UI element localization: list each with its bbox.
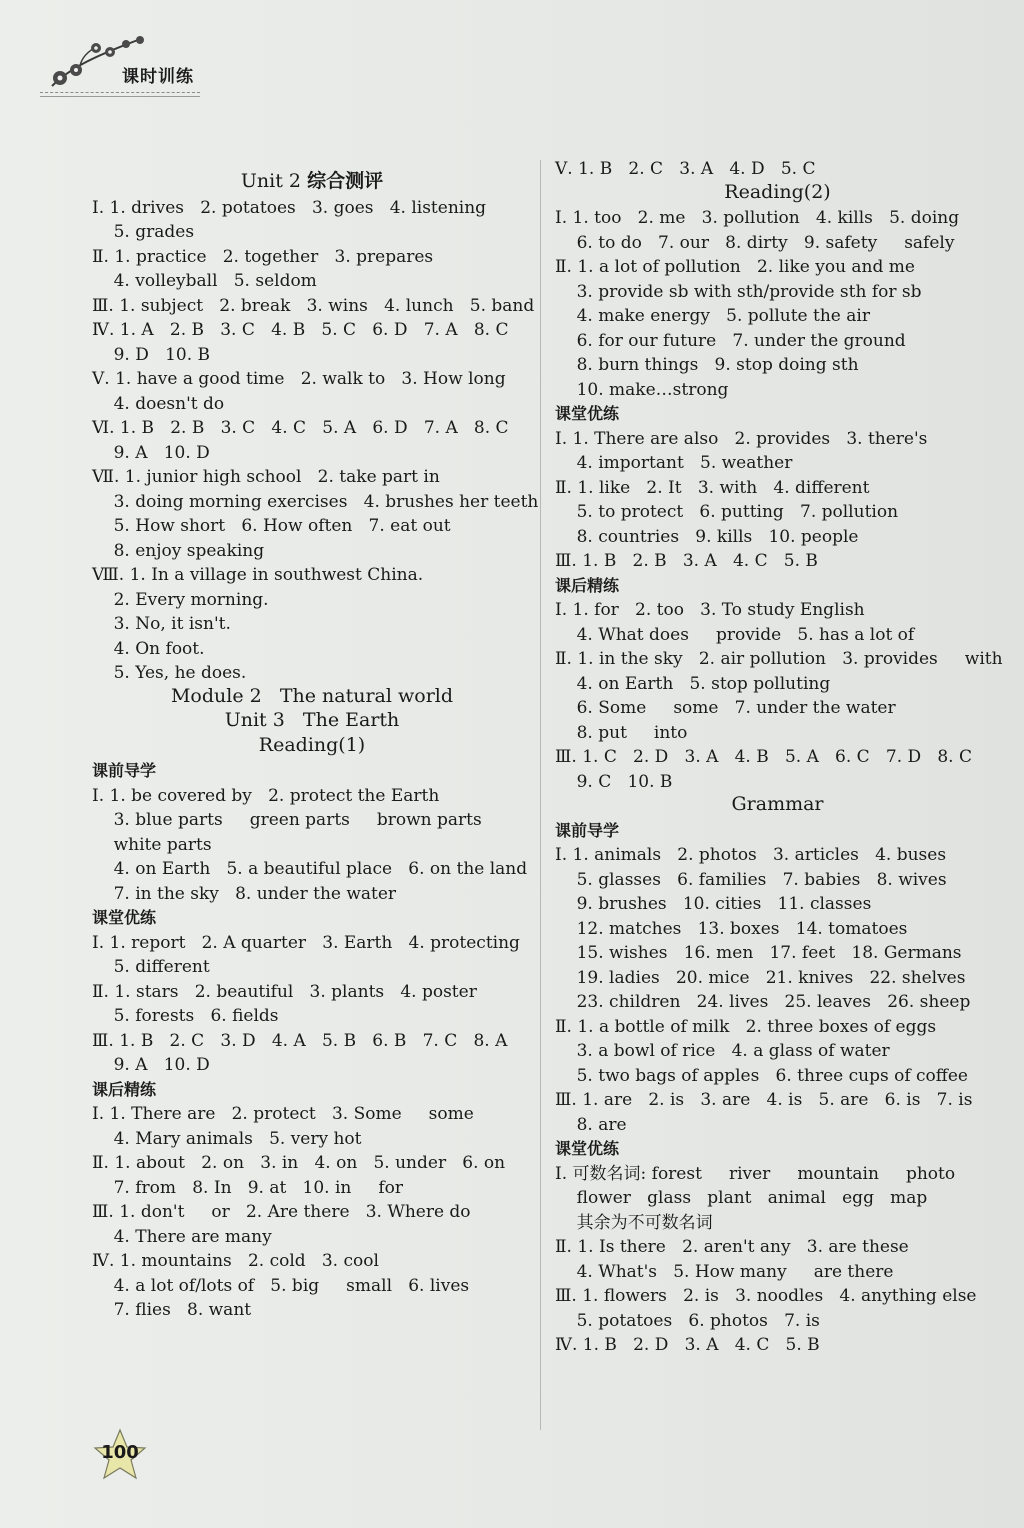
page-number-badge	[92, 1428, 148, 1482]
left-text: 7. flies 8. want	[92, 1300, 252, 1320]
right-line	[555, 502, 898, 522]
right-line	[555, 453, 792, 473]
right-line	[555, 1311, 820, 1331]
left-line	[92, 369, 506, 389]
right-line	[555, 1213, 713, 1233]
header-divider-2	[40, 96, 200, 97]
left-line	[92, 957, 210, 977]
left-text: 5. grades	[92, 222, 195, 242]
right-line	[555, 747, 972, 767]
right-text: 4. What's 5. How many are there	[555, 1261, 894, 1282]
right-line	[555, 478, 869, 498]
right-line	[555, 674, 830, 694]
left-line	[92, 786, 439, 806]
right-text: 5. glasses 6. families 7. babies 8. wives	[555, 869, 947, 890]
left-text: 课堂优练	[92, 908, 157, 927]
right-line	[555, 306, 870, 326]
right-text: Ⅰ. 1. for 2. too 3. To study English	[555, 600, 865, 620]
left-line	[92, 1251, 379, 1271]
left-line	[92, 443, 210, 463]
right-line	[555, 649, 1003, 669]
right-text: 课堂优练	[555, 1139, 620, 1158]
right-text: 6. to do 7. our 8. dirty 9. safety safely	[555, 232, 955, 253]
left-line	[92, 1276, 469, 1296]
left-line	[92, 198, 486, 218]
right-text: 6. for our future 7. under the ground	[555, 330, 906, 351]
left-text: Ⅳ. 1. mountains 2. cold 3. cool	[92, 1251, 379, 1271]
right-line	[555, 355, 859, 375]
left-line	[92, 835, 212, 855]
right-text: 8. burn things 9. stop doing sth	[555, 355, 859, 375]
right-text: Ⅱ. 1. a bottle of milk 2. three boxes of eggs	[555, 1016, 937, 1037]
right-line	[555, 1262, 893, 1282]
left-line	[92, 1153, 505, 1173]
right-text: 4. make energy 5. pollute the air	[555, 306, 870, 326]
right-text: 其余为不可数名词	[555, 1212, 713, 1233]
left-line	[92, 565, 423, 585]
left-text: 4. a lot of/lots of 5. big small 6. lives	[92, 1275, 470, 1296]
left-line	[92, 1080, 156, 1100]
left-line	[92, 614, 231, 634]
left-line	[92, 884, 396, 904]
left-line	[92, 1202, 471, 1222]
right-text: 9. brushes 10. cities 11. classes	[555, 894, 872, 914]
left-text: 2. Every morning.	[92, 589, 269, 610]
right-text: 6. Some some 7. under the water	[555, 698, 896, 718]
right-line	[555, 870, 947, 890]
left-text: 9. A 10. D	[92, 1055, 210, 1075]
right-text: flower glass plant animal egg map	[555, 1188, 928, 1208]
left-line	[92, 320, 508, 340]
left-line	[92, 1300, 251, 1320]
left-text: Ⅰ. 1. There are 2. protect 3. Some some	[92, 1104, 474, 1124]
left-line	[92, 541, 264, 561]
right-text: Ⅲ. 1. flowers 2. is 3. noodles 4. anything else	[555, 1286, 977, 1306]
right-text: 3. a bowl of rice 4. a glass of water	[555, 1041, 890, 1061]
right-text: 10. make…strong	[555, 379, 729, 400]
right-line	[555, 1286, 976, 1306]
right-text: 9. C 10. B	[555, 771, 673, 792]
right-text: 8. are	[555, 1114, 627, 1135]
left-line	[92, 590, 269, 610]
left-line	[92, 639, 205, 659]
left-text: Ⅰ. 1. be covered by 2. protect the Earth	[92, 785, 440, 806]
right-line	[555, 943, 962, 963]
right-line	[555, 527, 858, 547]
right-text: 4. important 5. weather	[555, 453, 793, 473]
right-text: 5. potatoes 6. photos 7. is	[555, 1310, 820, 1331]
left-line	[92, 296, 534, 316]
left-text: 4. On foot.	[92, 638, 205, 659]
left-line	[92, 859, 527, 879]
left-line	[92, 761, 156, 781]
left-line	[92, 1104, 474, 1124]
right-line	[555, 380, 728, 400]
right-text: Ⅱ. 1. a lot of pollution 2. like you and me	[555, 257, 915, 277]
right-line	[555, 821, 619, 841]
left-text: 7. from 8. In 9. at 10. in for	[92, 1177, 404, 1198]
left-line	[92, 686, 532, 706]
left-text: Ⅰ. 1. report 2. A quarter 3. Earth 4. protecting	[92, 932, 520, 953]
right-line	[555, 404, 619, 424]
right-line	[555, 1066, 968, 1086]
right-line	[555, 698, 896, 718]
right-line	[555, 1041, 890, 1061]
right-text: 23. children 24. lives 25. leaves 26. sheep	[555, 992, 971, 1012]
left-text: 9. D 10. B	[92, 344, 211, 365]
right-line	[555, 182, 1000, 202]
left-line	[92, 516, 451, 536]
right-text: 8. put into	[555, 722, 688, 743]
page-header	[40, 28, 320, 100]
right-text: 8. countries 9. kills 10. people	[555, 526, 859, 547]
left-line	[92, 171, 532, 191]
left-text: Module 2 The natural world	[170, 684, 454, 707]
right-line	[555, 257, 915, 277]
right-text: 12. matches 13. boxes 14. tomatoes	[555, 918, 908, 939]
left-line	[92, 933, 520, 953]
left-text: Ⅶ. 1. junior high school 2. take part in	[92, 467, 440, 487]
right-line	[555, 1017, 936, 1037]
left-text: Ⅲ. 1. subject 2. break 3. wins 4. lunch 5. band	[92, 295, 535, 316]
left-text: Ⅳ. 1. A 2. B 3. C 4. B 5. C 6. D 7. A 8. C	[92, 320, 509, 340]
left-title-bold: 综合测评	[307, 170, 384, 192]
right-line	[555, 429, 927, 449]
right-text: Ⅰ. 可数名词: forest river mountain photo	[555, 1163, 956, 1184]
left-line	[92, 418, 509, 438]
left-text: Ⅴ. 1. have a good time 2. walk to 3. How long	[92, 369, 506, 389]
left-text: 4. There are many	[92, 1226, 272, 1247]
right-text: Ⅳ. 1. B 2. D 3. A 4. C 5. B	[555, 1335, 820, 1355]
left-text: 4. volleyball 5. seldom	[92, 271, 317, 291]
left-line	[92, 271, 317, 291]
left-line	[92, 1227, 272, 1247]
right-line	[555, 894, 871, 914]
right-line	[555, 1139, 619, 1159]
right-line	[555, 1335, 820, 1355]
right-text: Ⅱ. 1. like 2. It 3. with 4. different	[555, 477, 870, 498]
left-text: 课后精练	[92, 1079, 157, 1099]
left-line	[92, 735, 532, 755]
right-line	[555, 845, 946, 865]
left-line	[92, 908, 156, 928]
left-text: Ⅷ. 1. In a village in southwest China.	[92, 565, 424, 585]
right-text: Grammar	[731, 793, 824, 815]
right-line	[555, 1115, 627, 1135]
left-text: 3. No, it isn't.	[92, 614, 231, 634]
right-line	[555, 794, 1000, 814]
left-text: 7. in the sky 8. under the water	[92, 883, 397, 904]
left-text: 9. A 10. D	[92, 442, 210, 463]
left-text: 8. enjoy speaking	[92, 540, 265, 561]
left-text: Ⅵ. 1. B 2. B 3. C 4. C 5. A 6. D 7. A 8. C	[92, 418, 509, 438]
right-text: 15. wishes 16. men 17. feet 18. Germans	[555, 943, 962, 963]
right-line	[555, 331, 906, 351]
right-text: Ⅰ. 1. animals 2. photos 3. articles 4. buses	[555, 845, 947, 865]
left-text: Ⅱ. 1. stars 2. beautiful 3. plants 4. poster	[92, 981, 477, 1002]
left-text: 3. blue parts green parts brown parts	[92, 810, 482, 830]
right-text: 3. provide sb with sth/provide sth for sb	[555, 281, 922, 302]
left-line	[92, 982, 477, 1002]
right-text: 课堂优练	[555, 404, 620, 423]
right-text: Ⅱ. 1. in the sky 2. air pollution 3. provides with	[555, 649, 1003, 669]
left-line	[92, 247, 433, 267]
right-line	[555, 233, 954, 253]
header-divider	[40, 92, 200, 93]
left-text: Reading(1)	[258, 733, 366, 756]
right-text: Ⅰ. 1. There are also 2. provides 3. there's	[555, 428, 928, 449]
right-text: 课后精练	[555, 575, 620, 595]
left-text: Ⅰ. 1. drives 2. potatoes 3. goes 4. listening	[92, 197, 487, 218]
right-line	[555, 723, 687, 743]
left-line	[92, 1178, 403, 1198]
left-text: 5. different	[92, 957, 210, 977]
right-text: 课前导学	[555, 820, 620, 840]
left-text: 课前导学	[92, 761, 157, 780]
left-text: Ⅱ. 1. about 2. on 3. in 4. on 5. under 6. on	[92, 1153, 506, 1173]
left-line	[92, 222, 194, 242]
left-line	[92, 345, 210, 365]
left-text: 4. doesn't do	[92, 393, 225, 414]
right-line	[555, 1090, 972, 1110]
right-line	[555, 772, 672, 792]
left-text: Ⅲ. 1. don't or 2. Are there 3. Where do	[92, 1202, 471, 1222]
right-line	[555, 1164, 955, 1184]
left-line	[92, 710, 532, 730]
left-text: 5. Yes, he does.	[92, 663, 247, 683]
left-line	[92, 467, 440, 487]
left-text: Unit 3 The Earth	[224, 709, 400, 731]
right-text: Ⅲ. 1. are 2. is 3. are 4. is 5. are 6. is 7. is	[555, 1090, 973, 1110]
right-line	[555, 576, 619, 596]
left-text: 4. on Earth 5. a beautiful place 6. on the land	[92, 859, 528, 879]
left-line	[92, 1031, 507, 1051]
left-text: 3. doing morning exercises 4. brushes her teeth	[92, 491, 539, 512]
right-line	[555, 968, 965, 988]
right-text: 4. on Earth 5. stop polluting	[555, 673, 831, 694]
right-line	[555, 282, 922, 302]
left-text: 5. forests 6. fields	[92, 1006, 279, 1026]
left-line	[92, 810, 482, 830]
left-line	[92, 1006, 279, 1026]
right-line	[555, 600, 865, 620]
left-text: 5. How short 6. How often 7. eat out	[92, 516, 451, 536]
right-text: 5. two bags of apples 6. three cups of coffee	[555, 1065, 968, 1086]
right-text: Ⅱ. 1. Is there 2. aren't any 3. are these	[555, 1237, 909, 1257]
right-line	[555, 1237, 909, 1257]
header-title: 课时训练	[122, 67, 194, 87]
right-line	[555, 159, 815, 179]
right-text: Ⅰ. 1. too 2. me 3. pollution 4. kills 5. doing	[555, 208, 960, 228]
left-text: Ⅲ. 1. B 2. C 3. D 4. A 5. B 6. B 7. C 8. A	[92, 1030, 508, 1051]
right-line	[555, 919, 907, 939]
left-text: white parts	[92, 834, 212, 855]
page-number: 100	[101, 1442, 139, 1463]
left-text: Ⅱ. 1. practice 2. together 3. prepares	[92, 246, 434, 267]
left-text: Unit 2	[240, 170, 308, 192]
right-text: Ⅲ. 1. C 2. D 3. A 4. B 5. A 6. C 7. D 8. C	[555, 747, 972, 767]
left-line	[92, 663, 246, 683]
left-line	[92, 1055, 210, 1075]
right-line	[555, 625, 914, 645]
left-line	[92, 1129, 362, 1149]
left-text: 4. Mary animals 5. very hot	[92, 1128, 362, 1149]
column-divider	[540, 160, 541, 1430]
right-line	[555, 208, 959, 228]
right-text: Ⅴ. 1. B 2. C 3. A 4. D 5. C	[555, 159, 816, 179]
right-line	[555, 1188, 927, 1208]
right-text: Reading(2)	[724, 180, 831, 203]
right-line	[555, 992, 970, 1012]
right-text: 4. What does provide 5. has a lot of	[555, 624, 915, 645]
right-text: 19. ladies 20. mice 21. knives 22. shelves	[555, 967, 966, 988]
left-line	[92, 492, 538, 512]
left-line	[92, 394, 224, 414]
right-text: 5. to protect 6. putting 7. pollution	[555, 502, 899, 522]
right-line	[555, 551, 818, 571]
right-text: Ⅲ. 1. B 2. B 3. A 4. C 5. B	[555, 551, 818, 571]
